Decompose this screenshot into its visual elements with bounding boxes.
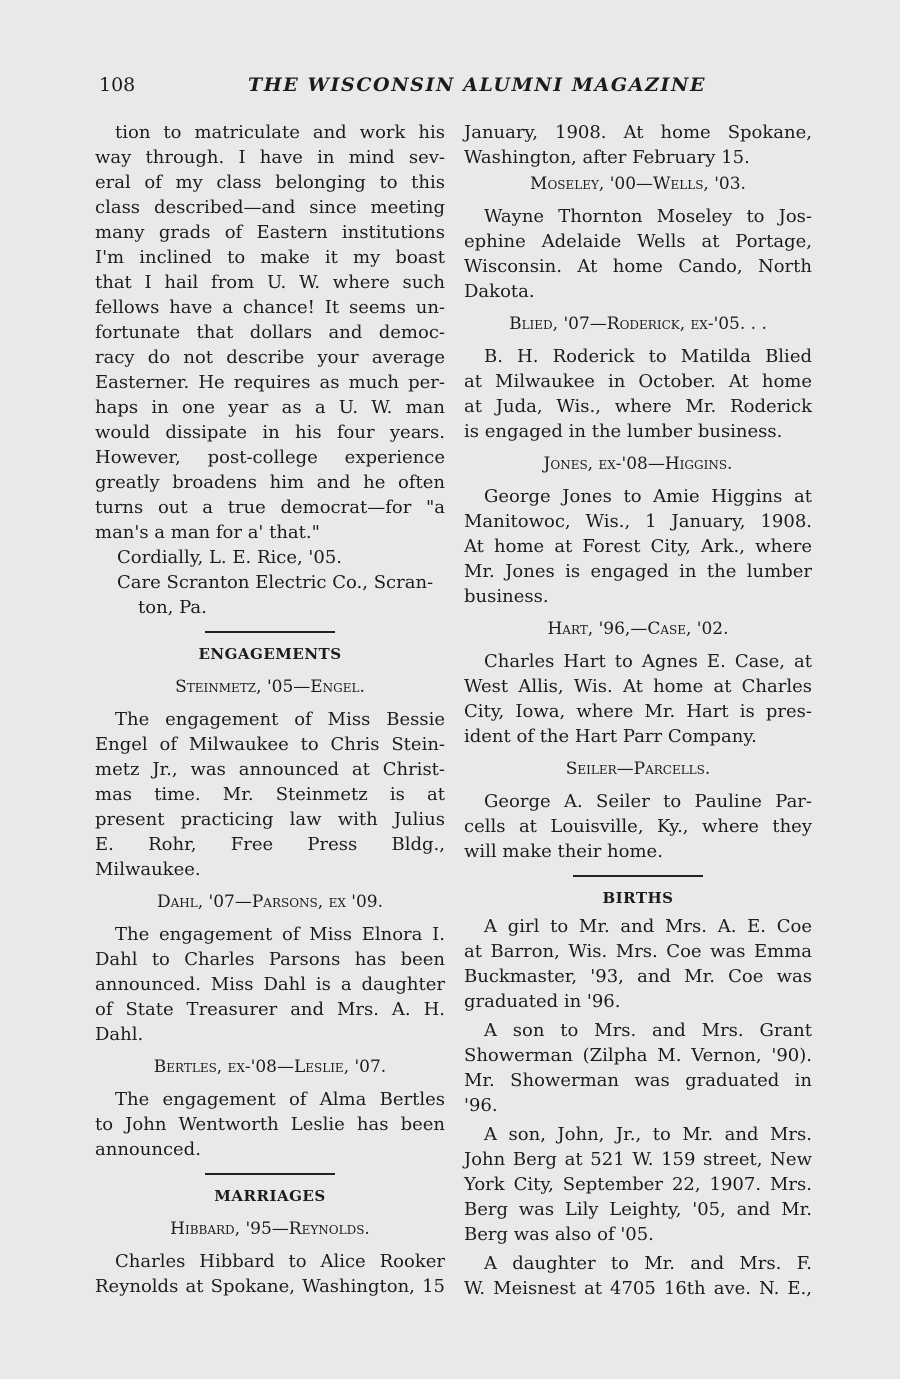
text-line: Dahl. — [95, 1024, 144, 1045]
text-line: cells at Louisville, Ky., where they — [464, 816, 812, 837]
entry-heading: Bertles, ex-'08—Leslie, '07. — [153, 1057, 387, 1077]
text-line: Wayne Thornton Moseley to Jos- — [484, 206, 812, 227]
address-line: ton, Pa. — [138, 597, 207, 618]
text-line: class described—and since meeting — [95, 197, 445, 218]
text-line: West Allis, Wis. At home at Charles — [464, 676, 812, 697]
text-line: At home at Forest City, Ark., where — [464, 536, 812, 557]
text-line: turns out a true democrat—for "a — [95, 497, 445, 518]
text-line: Reynolds at Spokane, Washington, 15 — [95, 1276, 445, 1297]
text-line: at Barron, Wis. Mrs. Coe was Emma — [464, 941, 812, 962]
entry-heading: Hart, '96,—Case, '02. — [547, 619, 729, 639]
text-line: Washington, after February 15. — [464, 147, 750, 168]
entry-heading: Moseley, '00—Wells, '03. — [530, 174, 746, 194]
text-line: A daughter to Mr. and Mrs. F. — [484, 1253, 812, 1274]
text-line: Charles Hibbard to Alice Rooker — [115, 1251, 445, 1272]
text-line: Easterner. He requires as much per- — [95, 372, 445, 393]
text-line: graduated in '96. — [464, 991, 621, 1012]
text-line: John Berg at 521 W. 159 street, New — [464, 1149, 812, 1170]
text-line: Charles Hart to Agnes E. Case, at — [484, 651, 812, 672]
text-line: The engagement of Alma Bertles — [115, 1089, 445, 1110]
text-line: man's a man for a' that." — [95, 522, 320, 543]
text-line: racy do not describe your average — [95, 347, 445, 368]
text-line: Dakota. — [464, 281, 535, 302]
text-line: Berg was also of '05. — [464, 1224, 654, 1245]
letter-paragraph — [95, 120, 445, 545]
text-line: Manitowoc, Wis., 1 January, 1908. — [464, 511, 812, 532]
text-line: Dahl to Charles Parsons has been — [95, 949, 445, 970]
entry-heading: Seiler—Parcells. — [565, 759, 711, 779]
text-line: eral of my class belonging to this — [95, 172, 445, 193]
entry-heading: Hibbard, '95—Reynolds. — [170, 1219, 370, 1239]
text-line: fellows have a chance! It seems un- — [95, 297, 445, 318]
text-line: The engagement of Miss Bessie — [115, 709, 445, 730]
text-line: that I hail from U. W. where such — [95, 272, 445, 293]
text-line: of State Treasurer and Mrs. A. H. — [95, 999, 445, 1020]
entry-paragraph — [464, 914, 812, 1014]
text-line: City, Iowa, where Mr. Hart is pres- — [464, 701, 812, 722]
text-line: present practicing law with Julius — [95, 809, 445, 830]
text-line: mas time. Mr. Steinmetz is at — [95, 784, 445, 805]
text-line: '96. — [464, 1095, 498, 1116]
entry-paragraph — [95, 1249, 445, 1299]
entry-heading: Dahl, '07—Parsons, ex '09. — [157, 892, 383, 912]
text-line: A son, John, Jr., to Mr. and Mrs. — [484, 1124, 812, 1145]
text-line: metz Jr., was announced at Christ- — [95, 759, 445, 780]
text-line: Berg was Lily Leighty, '05, and Mr. — [464, 1199, 812, 1220]
text-line: A girl to Mr. and Mrs. A. E. Coe — [484, 916, 812, 937]
text-line: Engel of Milwaukee to Chris Stein- — [95, 734, 445, 755]
text-line: Mr. Showerman was graduated in — [464, 1070, 812, 1091]
section-rule — [573, 875, 703, 877]
entry-paragraph — [464, 789, 812, 864]
entry-paragraph — [464, 204, 812, 304]
entry-paragraph-continued — [464, 120, 812, 170]
section-rule — [205, 1173, 335, 1175]
text-line: Mr. Jones is engaged in the lumber — [464, 561, 812, 582]
text-line: Wisconsin. At home Cando, North — [464, 256, 812, 277]
text-line: business. — [464, 586, 549, 607]
signature: Cordially, L. E. Rice, '05. — [117, 547, 342, 568]
marriages-heading: MARRIAGES — [214, 1187, 326, 1205]
entry-paragraph — [95, 1087, 445, 1162]
text-line: January, 1908. At home Spokane, — [464, 122, 812, 143]
entry-paragraph — [95, 707, 445, 882]
address-line: Care Scranton Electric Co., Scran- — [117, 572, 434, 593]
left-column — [95, 120, 445, 1299]
text-line: announced. Miss Dahl is a daughter — [95, 974, 445, 995]
page-number: 108 — [99, 74, 136, 96]
text-line: tion to matriculate and work his — [115, 122, 445, 143]
entry-heading: Jones, ex-'08—Higgins. — [543, 454, 733, 474]
entry-paragraph — [464, 1251, 812, 1301]
text-line: many grads of Eastern institutions — [95, 222, 445, 243]
text-line: at Milwaukee in October. At home — [464, 371, 812, 392]
entry-heading: Blied, '07—Roderick, ex-'05. . . — [509, 314, 767, 334]
text-line: way through. I have in mind sev- — [95, 147, 445, 168]
text-line: Showerman (Zilpha M. Vernon, '90). — [464, 1045, 812, 1066]
entry-paragraph — [95, 922, 445, 1047]
text-line: However, post-college experience — [95, 447, 445, 468]
text-line: fortunate that dollars and democ- — [95, 322, 445, 343]
text-line: George Jones to Amie Higgins at — [484, 486, 812, 507]
text-line: will make their home. — [464, 841, 663, 862]
text-line: is engaged in the lumber business. — [464, 421, 783, 442]
text-line: The engagement of Miss Elnora I. — [115, 924, 445, 945]
text-line: York City, September 22, 1907. Mrs. — [464, 1174, 812, 1195]
text-line: B. H. Roderick to Matilda Blied — [484, 346, 812, 367]
engagements-heading: ENGAGEMENTS — [198, 645, 342, 663]
text-line: greatly broadens him and he often — [95, 472, 445, 493]
text-line: George A. Seiler to Pauline Par- — [484, 791, 812, 812]
section-rule — [205, 631, 335, 633]
entry-heading: Steinmetz, '05—Engel. — [175, 677, 365, 697]
text-line: ephine Adelaide Wells at Portage, — [464, 231, 812, 252]
entry-paragraph — [464, 649, 812, 749]
text-line: W. Meisnest at 4705 16th ave. N. E., — [464, 1278, 812, 1299]
entry-paragraph — [464, 344, 812, 444]
entry-paragraph — [464, 1122, 812, 1247]
text-line: I'm inclined to make it my boast — [95, 247, 445, 268]
text-line: would dissipate in his four years. — [95, 422, 445, 443]
entry-paragraph — [464, 484, 812, 609]
text-line: Milwaukee. — [95, 859, 201, 880]
text-line: haps in one year as a U. W. man — [95, 397, 445, 418]
text-line: announced. — [95, 1139, 201, 1160]
running-title: THE WISCONSIN ALUMNI MAGAZINE — [248, 74, 707, 96]
births-heading: BIRTHS — [602, 889, 674, 907]
text-line: A son to Mrs. and Mrs. Grant — [484, 1020, 812, 1041]
entry-paragraph — [464, 1018, 812, 1118]
text-line: E. Rohr, Free Press Bldg., — [95, 834, 445, 855]
text-line: ident of the Hart Parr Company. — [464, 726, 757, 747]
right-column — [464, 120, 812, 1301]
text-line: to John Wentworth Leslie has been — [95, 1114, 445, 1135]
text-line: at Juda, Wis., where Mr. Roderick — [464, 396, 812, 417]
text-line: Buckmaster, '93, and Mr. Coe was — [464, 966, 812, 987]
